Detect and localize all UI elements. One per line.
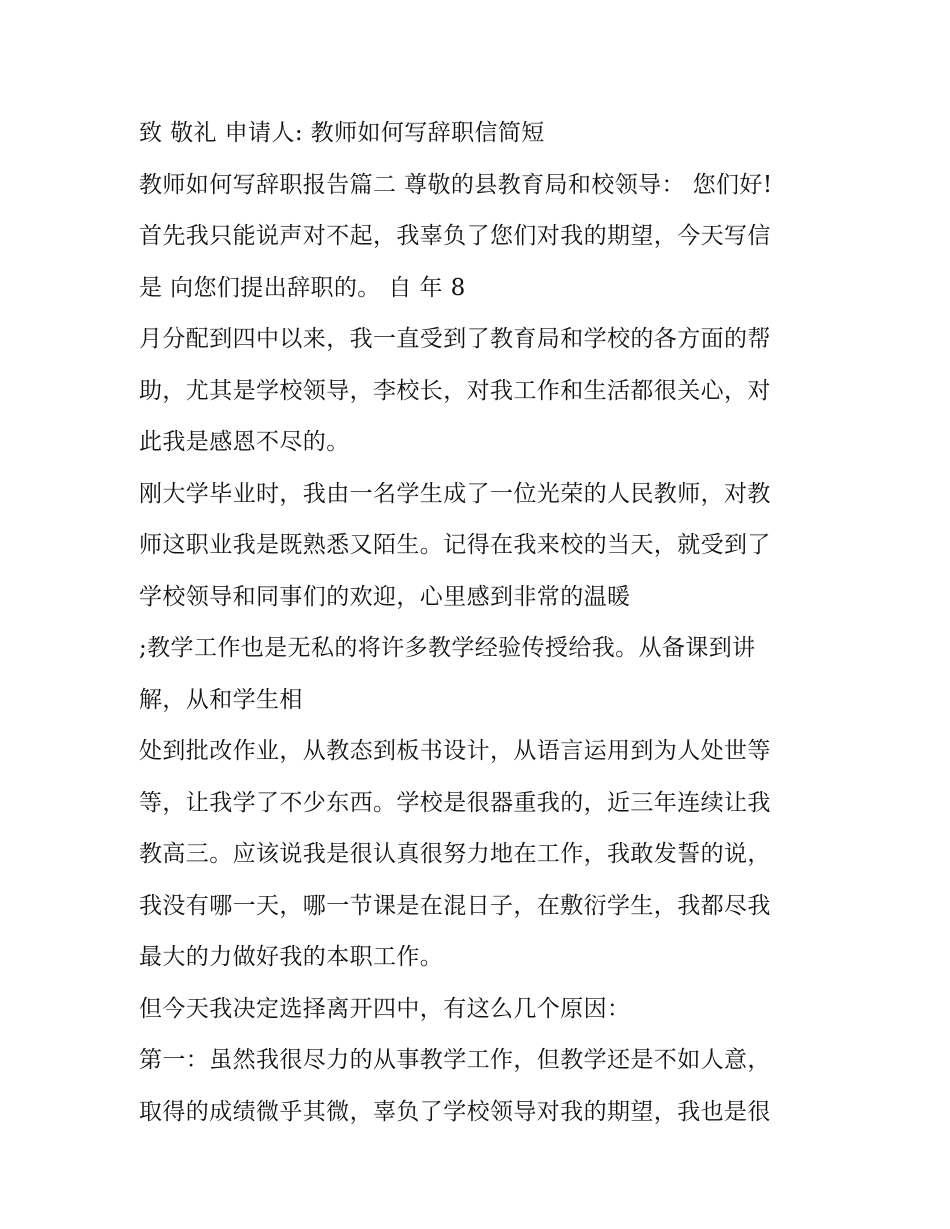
text-line: 第一：虽然我很尽力的从事教学工作，但教学还是不如人意， <box>139 1047 771 1073</box>
text-line: 师这职业我是既熟悉又陌生。记得在我来校的当天，就受到了 <box>139 532 771 558</box>
text-line: 教师如何写辞职报告篇二 尊敬的县教育局和校领导： 您们好! <box>139 171 773 198</box>
text-line: 月分配到四中以来，我一直受到了教育局和学校的各方面的帮 <box>139 326 771 352</box>
text-line: 但今天我决定选择离开四中，有这么几个原因： <box>139 995 631 1022</box>
text-line: 刚大学毕业时，我由一名学生成了一位光荣的人民教师，对教 <box>139 480 771 507</box>
text-line: 最大的力做好我的本职工作。 <box>139 944 444 970</box>
text-line: 教高三。应该说我是很认真很努力地在工作，我敢发誓的说， <box>139 841 771 867</box>
text-line: 处到批改作业，从教态到板书设计，从语言运用到为人处世等 <box>139 738 771 764</box>
text-line: 首先我只能说声对不起，我辜负了您们对我的期望，今天写信 <box>139 223 771 249</box>
text-line: 是 向您们提出辞职的。 自 年 8 <box>139 274 466 301</box>
text-line: 致 敬礼 申请人: 教师如何写辞职信简短 <box>139 120 545 146</box>
text-line: 此我是感恩不尽的。 <box>139 429 350 455</box>
text-line: 我没有哪一天，哪一节课是在混日子，在敷衍学生，我都尽我 <box>139 892 771 919</box>
text-line: 助，尤其是学校领导，李校长，对我工作和生活都很关心，对 <box>139 377 771 404</box>
text-line: 等，让我学了不少东西。学校是很器重我的，近三年连续让我 <box>139 789 771 816</box>
text-line: 取得的成绩微乎其微，辜负了学校领导对我的期望，我也是很 <box>139 1098 771 1125</box>
text-line: 学校领导和同事们的欢迎，心里感到非常的温暖 <box>139 583 631 610</box>
document-body <box>139 108 819 1138</box>
text-line: 解，从和学生相 <box>139 686 303 713</box>
text-line: ;教学工作也是无私的将许多教学经验传授给我。从备课到讲 <box>139 635 756 661</box>
